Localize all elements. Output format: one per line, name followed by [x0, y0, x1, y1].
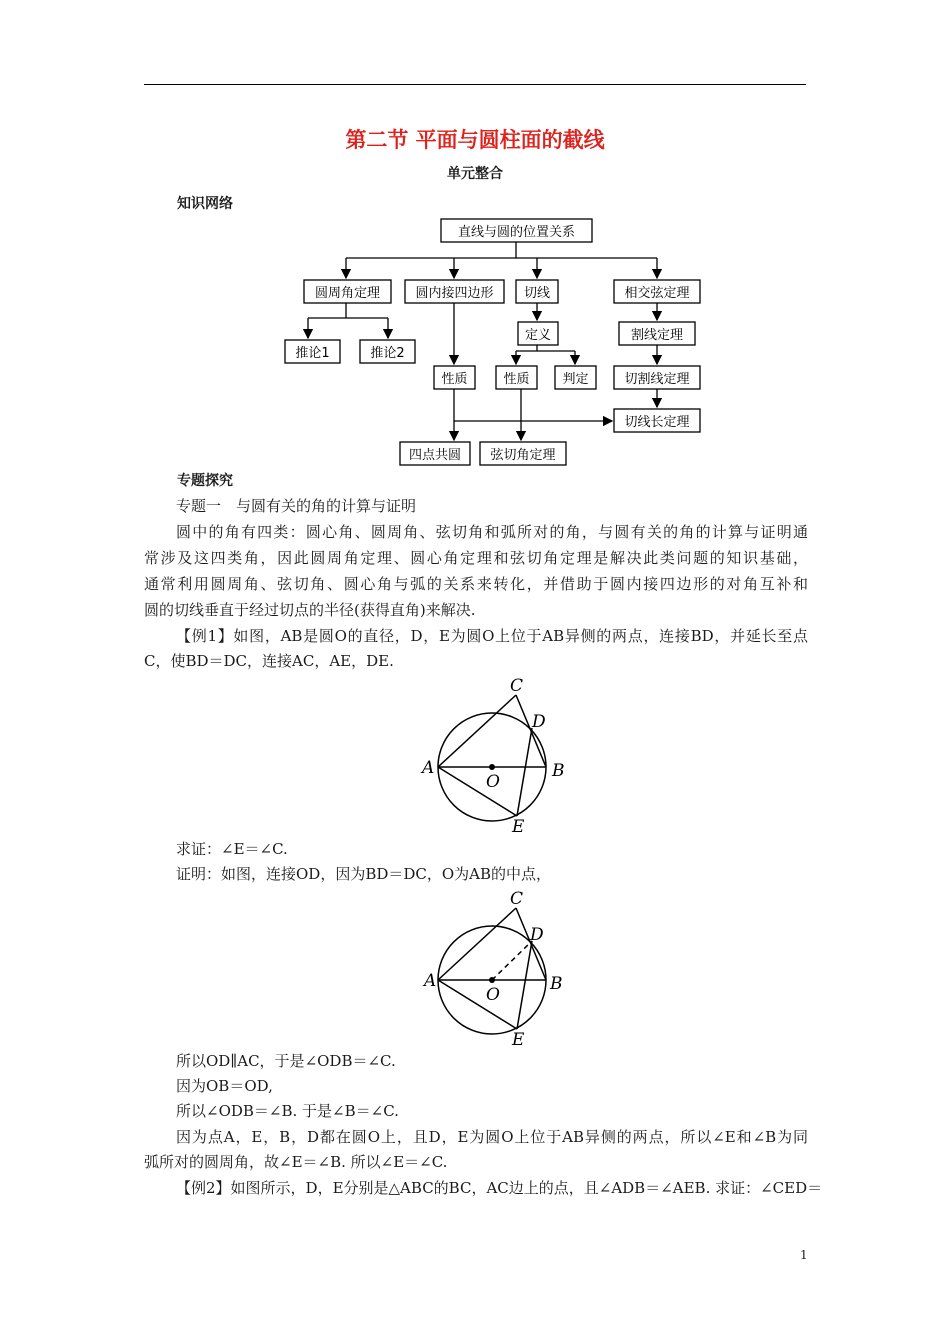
- geometry-figure-2: [0, 882, 950, 1052]
- proof-line-3: 所以∠ODB＝∠B. 于是∠B＝∠C.: [176, 1102, 399, 1120]
- body-line-3: 通常利用圆周角、弦切角、圆心角与弧的关系来转化，并借助于圆内接四边形的对角互补和: [144, 575, 808, 593]
- label-secant: 割线定理: [630, 328, 684, 343]
- page-number: 1: [800, 1248, 808, 1262]
- fig1-label-a: A: [422, 758, 435, 778]
- label-tangent: 切线: [523, 286, 551, 301]
- proof-line-2: 因为OB＝OD,: [176, 1077, 273, 1095]
- label-judgement: 判定: [562, 372, 589, 387]
- body-line-4: 圆的切线垂直于经过切点的半径(获得直角)来解决.: [144, 601, 476, 619]
- fig1-label-o: O: [486, 772, 500, 792]
- fig1-label-c: C: [510, 676, 524, 696]
- body-line-1: 圆中的角有四类：圆心角、圆周角、弦切角和弧所对的角，与圆有关的角的计算与证明通: [176, 523, 808, 541]
- example2-line: 【例2】如图所示，D，E分别是△ABC的BC，AC边上的点，且∠ADB＝∠AEB. 求证：∠CED＝: [176, 1179, 823, 1197]
- label-corollary1: 推论1: [295, 346, 330, 361]
- fig2-label-b: B: [550, 974, 563, 994]
- page-title: 第二节 平面与圆柱面的截线: [345, 128, 605, 152]
- fig2-label-c: C: [510, 889, 524, 909]
- label-property-a: 性质: [441, 372, 468, 387]
- label-corollary2: 推论2: [370, 346, 405, 361]
- label-root: 直线与圆的位置关系: [457, 225, 576, 240]
- label-intersecting-chords: 相交弦定理: [624, 286, 690, 301]
- fig1-label-d: D: [532, 712, 546, 732]
- section-knowledge-heading: 知识网络: [177, 196, 233, 212]
- geometry-figure-1: [0, 670, 950, 840]
- prove-statement: 求证：∠E＝∠C.: [176, 840, 288, 858]
- fig1-label-e: E: [512, 817, 525, 837]
- label-inscribed-angle: 圆周角定理: [314, 286, 381, 301]
- body-line-2: 常涉及这四类角，因此圆周角定理、圆心角定理和弦切角定理是解决此类问题的知识基础，: [144, 549, 808, 567]
- proof-final-1: 因为点A，E，B，D都在圆O上，且D，E为圆O上位于AB异侧的两点，所以∠E和∠B为同: [176, 1128, 808, 1146]
- section-topic-heading: 专题探究: [177, 473, 233, 489]
- knowledge-network-diagram: [0, 0, 950, 480]
- topic1-title: 专题一 与圆有关的角的计算与证明: [176, 497, 417, 515]
- label-cyclic-quad: 圆内接四边形: [415, 286, 494, 301]
- example1-line-1: 【例1】如图，AB是圆O的直径，D，E为圆O上位于AB异侧的两点，连接BD，并延长至点: [176, 627, 808, 645]
- fig2-label-a: A: [424, 971, 437, 991]
- proof-start: 证明：如图，连接OD，因为BD＝DC，O为AB的中点，: [176, 865, 552, 883]
- label-tangent-length: 切线长定理: [624, 415, 690, 430]
- label-chord-tangent: 弦切角定理: [490, 448, 556, 463]
- label-tangent-secant: 切割线定理: [624, 372, 690, 387]
- fig2-label-o: O: [486, 985, 500, 1005]
- example1-line-2: C，使BD＝DC，连接AC，AE，DE.: [144, 652, 394, 670]
- fig2-label-d: D: [530, 925, 544, 945]
- fig1-label-b: B: [552, 761, 565, 781]
- label-definition: 定义: [524, 328, 552, 343]
- proof-line-1: 所以OD∥AC，于是∠ODB＝∠C.: [176, 1052, 396, 1070]
- proof-final-2: 弧所对的圆周角，故∠E＝∠B. 所以∠E＝∠C.: [144, 1153, 448, 1171]
- fig2-label-e: E: [512, 1030, 525, 1050]
- page-subtitle: 单元整合: [447, 166, 503, 182]
- label-concyclic: 四点共圆: [408, 448, 462, 463]
- label-property-b: 性质: [503, 372, 530, 387]
